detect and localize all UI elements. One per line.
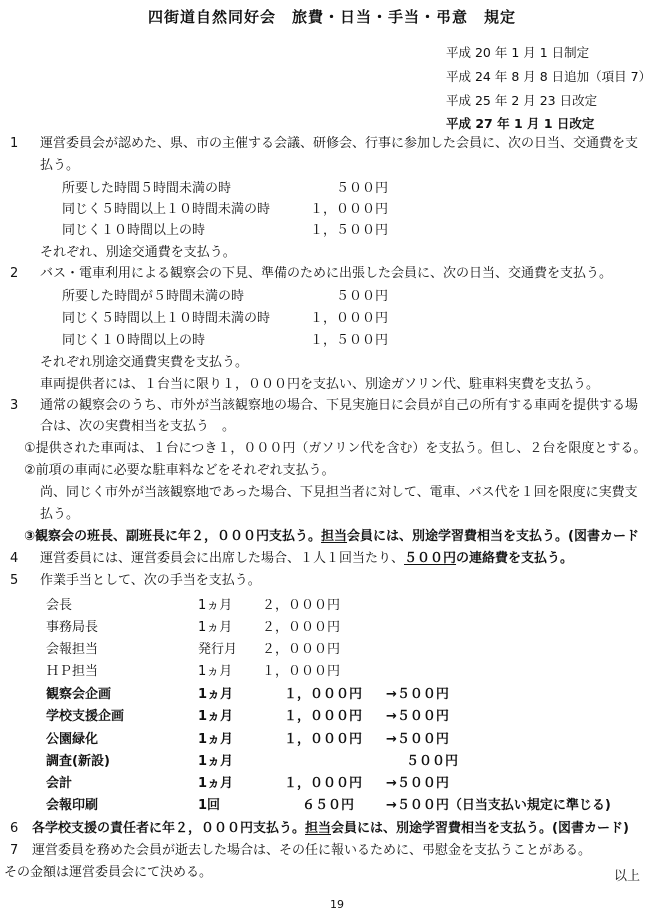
allowance-period: 1ヵ月	[198, 664, 233, 679]
item3-text-line2: 合は、次の実費相当を支払う 。	[40, 419, 236, 434]
item3-sub3-underlined: 担当	[321, 529, 348, 544]
item3-sub1: ①提供された車両は、１台につき１，０００円（ガソリン代を含む）を支払う。但し、２台を限度とする。	[24, 441, 647, 456]
item3-sub3-c: 会員には、別途学習費相当を支払う。(図書カード	[347, 529, 639, 544]
item1-row3-label: 同じく１０時間以上の時	[62, 223, 206, 238]
item1-row1-amount: ５００円	[336, 181, 389, 196]
allowance-period: 1ヵ月	[198, 776, 234, 791]
item2-number: 2	[10, 266, 19, 281]
allowance-new-amount: →５００円	[386, 709, 449, 724]
history-line-3: 平成 25 年 2 月 23 日改定	[446, 93, 598, 108]
allowance-amount: １，０００円	[284, 687, 363, 702]
allowance-new-amount: ５００円	[406, 754, 459, 769]
allowance-new-amount: →５００円	[386, 732, 449, 747]
allowance-period: 1ヵ月	[198, 598, 233, 613]
allowance-new-amount: →５００円	[386, 687, 449, 702]
item7-text: 運営委員を務めた会員が逝去した場合は、その任に報いるために、弔慰金を支払うことがある。	[32, 843, 592, 858]
item6-text-a: 各学校支援の責任者に年２，０００円支払う。	[32, 821, 306, 836]
item2-row2-amount: １，０００円	[310, 311, 389, 326]
allowance-role: 会報印刷	[46, 798, 99, 813]
item2-row3-label: 同じく１０時間以上の時	[62, 333, 206, 348]
item6-underlined: 担当	[305, 821, 332, 836]
allowance-new-amount: →５００円（日当支払い規定に準じる)	[386, 798, 611, 813]
item2-row1-label: 所要した時間が５時間未満の時	[62, 289, 245, 304]
allowance-new-amount: →５００円	[386, 776, 449, 791]
history-line-4: 平成 27 年 1 月 1 日改定	[446, 116, 595, 131]
closing-text: 以上	[614, 869, 641, 884]
allowance-role: 調査(新設)	[46, 754, 110, 769]
allowance-role: ＨＰ担当	[46, 664, 99, 679]
item6-number: 6	[10, 821, 19, 836]
item2-row3-amount: １，５００円	[310, 333, 389, 348]
item3-sub2-cont2: 払う。	[40, 507, 80, 522]
allowance-role: 学校支援企画	[46, 709, 125, 724]
allowance-role: 観察会企画	[46, 687, 112, 702]
allowance-amount: １，０００円	[284, 732, 363, 747]
item4-text	[40, 550, 573, 568]
allowance-role: 会計	[46, 776, 73, 791]
item5-number: 5	[10, 573, 19, 588]
item2-vehicle-note: 車両提供者には、１台当に限り１，０００円を支払い、別途ガソリン代、駐車料実費を支払う。	[40, 377, 600, 392]
history-line-2: 平成 24 年 8 月 8 日追加（項目 7）	[446, 69, 652, 84]
item3-number: 3	[10, 398, 19, 413]
allowance-amount: ２，０００円	[262, 642, 341, 657]
allowance-amount: ６５０円	[302, 798, 355, 813]
item4-number: 4	[10, 551, 19, 566]
item4-amount: ５００円	[404, 551, 457, 566]
allowance-role: 会長	[46, 598, 73, 613]
allowance-amount: １，０００円	[284, 709, 363, 724]
item6-text-c: 会員には、別途学習費相当を支払う。(図書カード)	[331, 821, 629, 836]
page-number: 19	[330, 898, 344, 911]
allowance-period: 1ヵ月	[198, 754, 234, 769]
item3-sub2: ②前項の車両に必要な駐車料などをそれぞれ支払う。	[24, 463, 335, 478]
item1-text-line2: 払う。	[40, 158, 80, 173]
allowance-amount: １，０００円	[284, 776, 363, 791]
item3-sub3	[24, 528, 639, 546]
item7-cont: その金額は運営委員会にて決める。	[4, 865, 213, 880]
item2-row2-label: 同じく５時間以上１０時間未満の時	[62, 311, 271, 326]
allowance-period: 1回	[198, 798, 221, 813]
item2-row1-amount: ５００円	[336, 289, 389, 304]
item1-note: それぞれ、別途交通費を支払う。	[40, 245, 236, 260]
item3-text-line1: 通常の観察会のうち、市外が当該観察地の場合、下見実施日に会員が自己の所有する車両を提供する場	[40, 398, 639, 413]
allowance-period: 1ヵ月	[198, 620, 233, 635]
allowance-role: 公園緑化	[46, 732, 99, 747]
item2-text: バス・電車利用による観察会の下見、準備のために出張した会員に、次の日当、交通費を支払う。	[40, 266, 613, 281]
item5-text: 作業手当として、次の手当を支払う。	[40, 573, 261, 588]
item3-sub3-a: ③観察会の班長、副班長に年２，０００円支払う。	[24, 529, 322, 544]
item1-row1-label: 所要した時間５時間未満の時	[62, 181, 232, 196]
allowance-period: 発行月	[198, 642, 238, 657]
item2-note: それぞれ別途交通費実費を支払う。	[40, 355, 249, 370]
item1-row3-amount: １，５００円	[310, 223, 389, 238]
item1-text-line1: 運営委員会が認めた、県、市の主催する会議、研修会、行事に参加した会員に、次の日当、交通費を支	[40, 136, 639, 151]
item4-text-a: 運営委員には、運営委員会に出席した場合、１人１回当たり、	[40, 551, 405, 566]
allowance-amount: １，０００円	[262, 664, 341, 679]
item6-text	[32, 820, 629, 838]
allowance-role: 会報担当	[46, 642, 99, 657]
item4-text-c: の連絡費を支払う。	[456, 551, 574, 566]
allowance-amount: ２，０００円	[262, 598, 341, 613]
item1-row2-label: 同じく５時間以上１０時間未満の時	[62, 202, 271, 217]
page-title: 四街道自然同好会 旅費・日当・手当・弔意 規定	[148, 8, 517, 26]
allowance-period: 1ヵ月	[198, 709, 234, 724]
allowance-amount: ２，０００円	[262, 620, 341, 635]
item3-sub2-cont1: 尚、同じく市外が当該観察地であった場合、下見担当者に対して、電車、バス代を１回を限度に実費支	[40, 485, 638, 500]
item1-row2-amount: １，０００円	[310, 202, 389, 217]
history-line-1: 平成 20 年 1 月 1 日制定	[446, 45, 590, 60]
allowance-period: 1ヵ月	[198, 732, 234, 747]
allowance-period: 1ヵ月	[198, 687, 234, 702]
item1-number: 1	[10, 136, 19, 151]
allowance-role: 事務局長	[46, 620, 99, 635]
item7-number: 7	[10, 843, 19, 858]
